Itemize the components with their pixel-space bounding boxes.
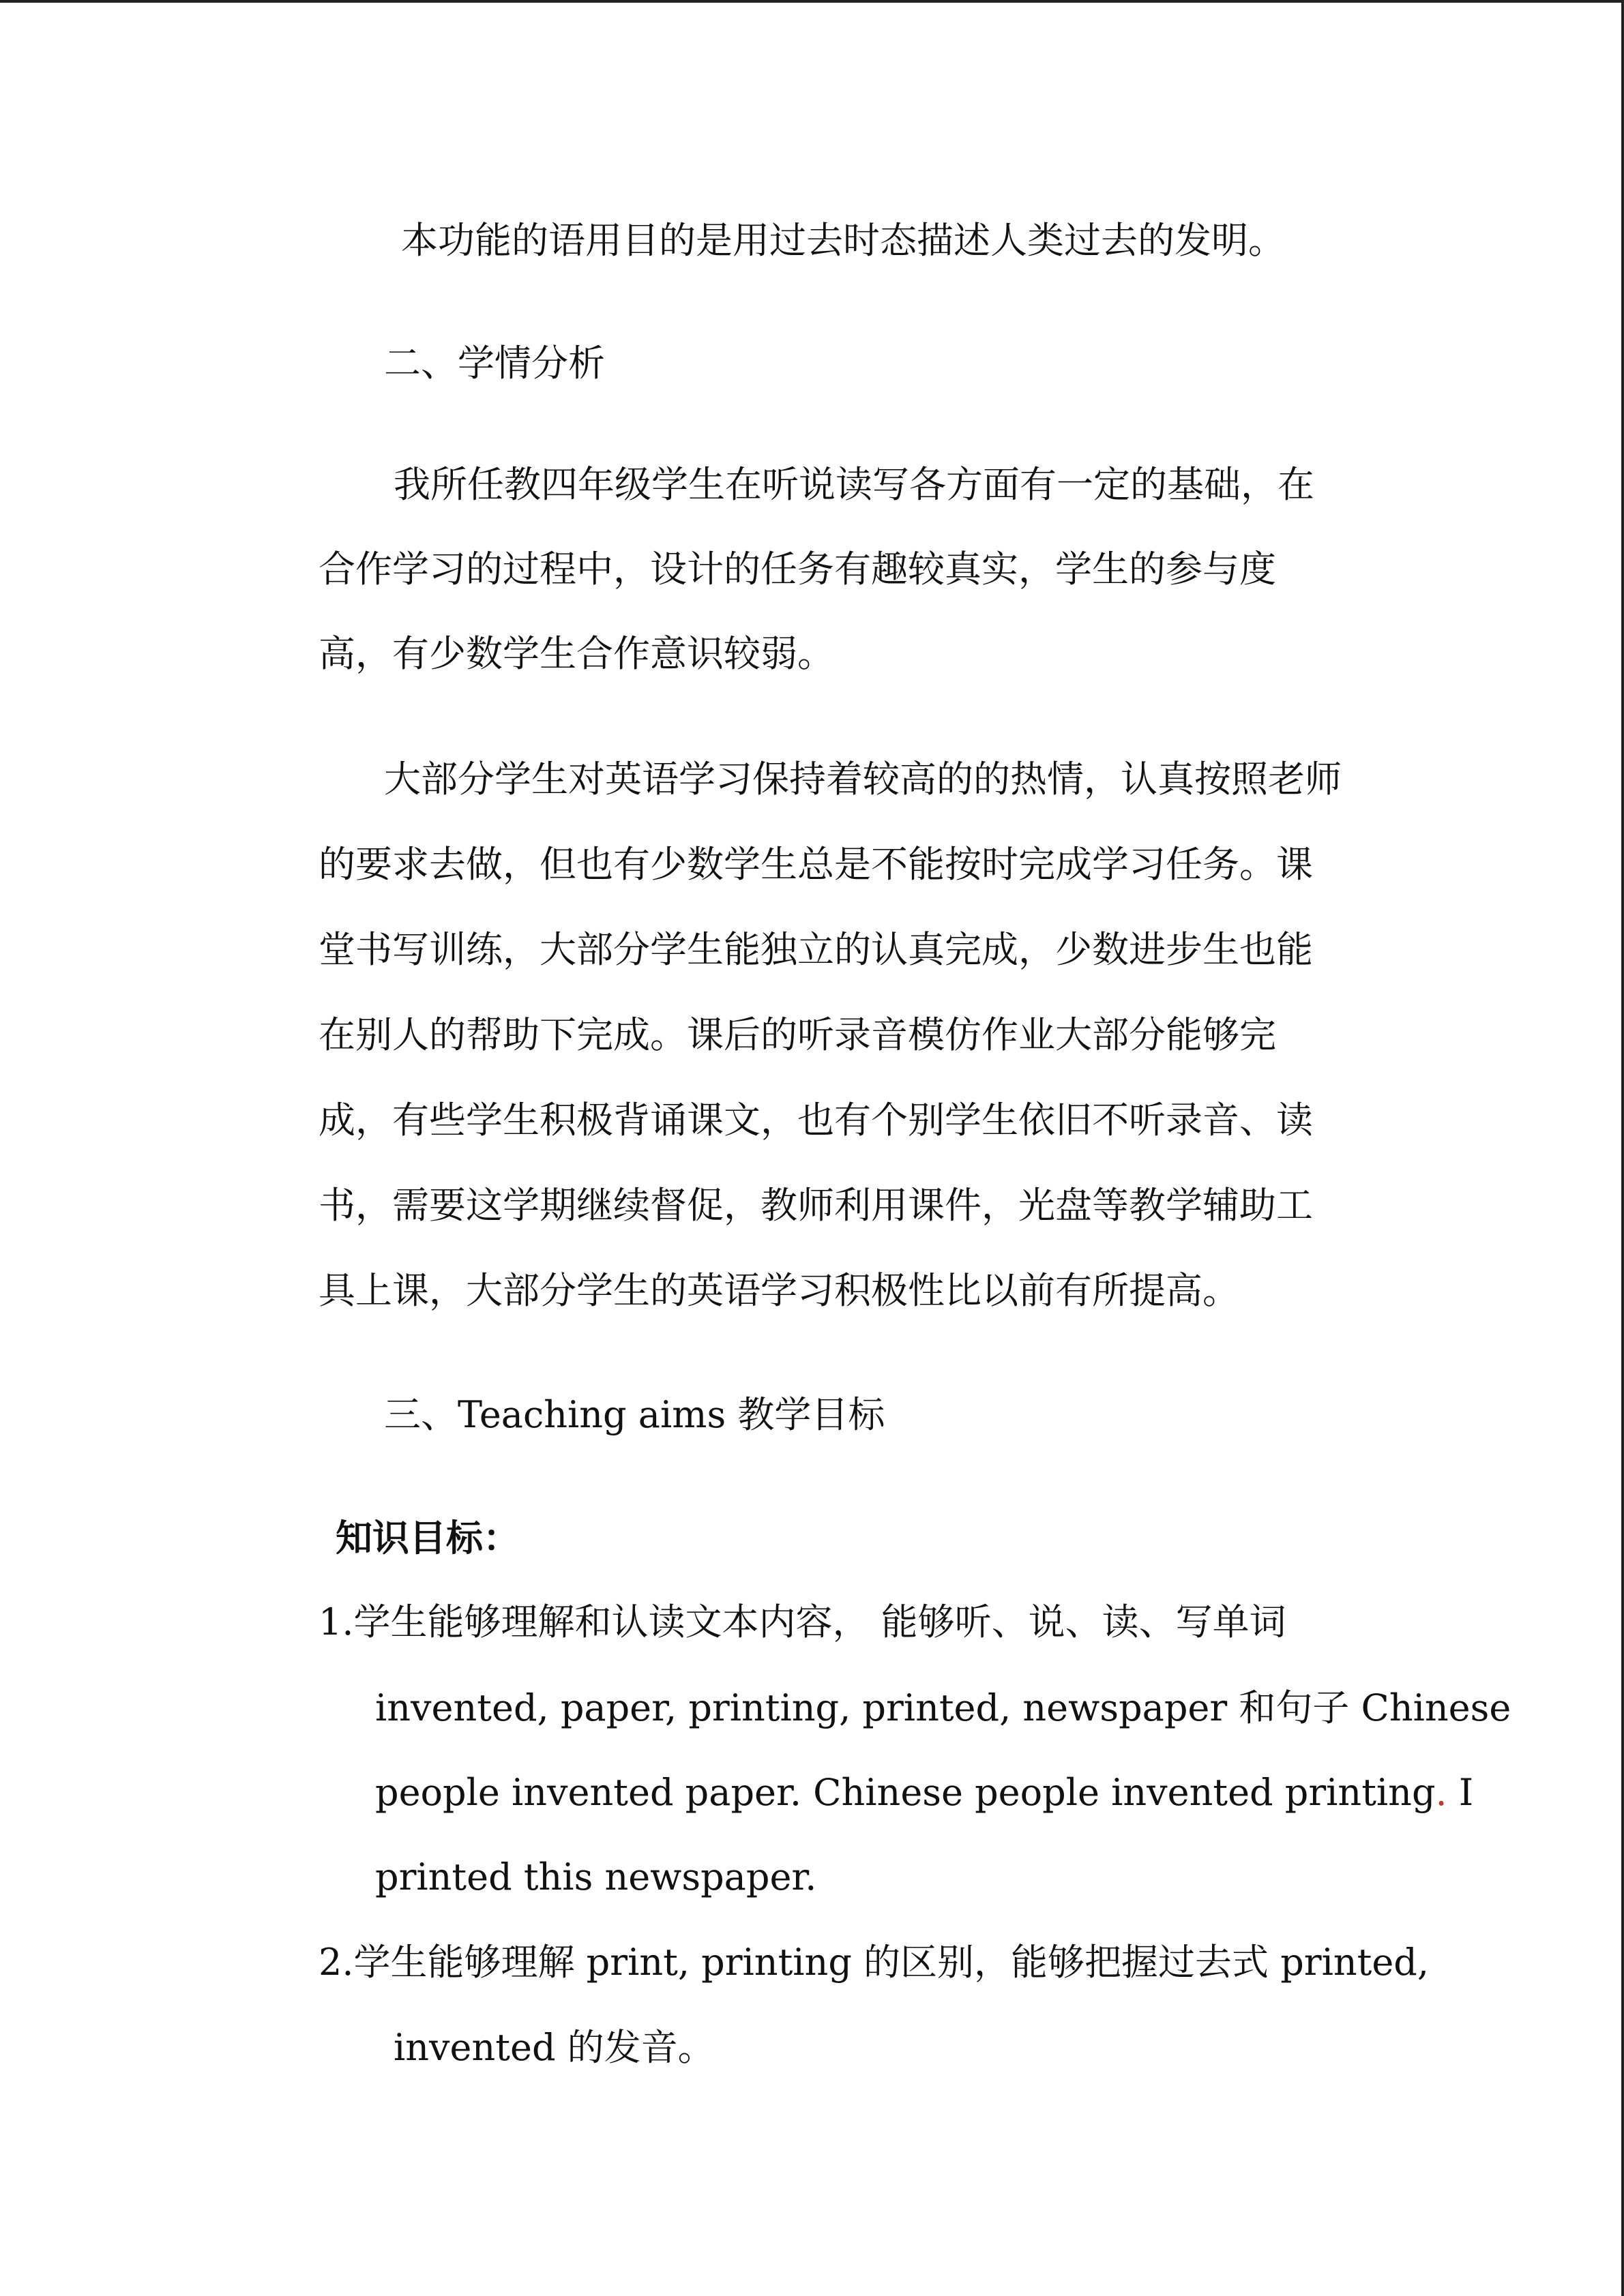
objective-1-line-3-tail: I <box>1447 1771 1474 1814</box>
objective-1-line-2: invented, paper, printing, printed, newspaper 和句子 Chinese <box>375 1686 1511 1729</box>
objective-1-line-1: 1.学生能够理解和认读文本内容， 能够听、说、读、写单词 <box>319 1600 1286 1643</box>
paragraph-b-line-1: 大部分学生对英语学习保持着较高的的热情，认真按照老师 <box>384 758 1342 801</box>
paragraph-b-line-3: 堂书写训练，大部分学生能独立的认真完成，少数进步生也能 <box>319 928 1313 971</box>
objective-1-line-4: printed this newspaper. <box>375 1855 817 1898</box>
paragraph-b-line-2: 的要求去做，但也有少数学生总是不能按时完成学习任务。课 <box>319 843 1313 886</box>
objective-1-line-3 <box>375 1769 1473 1817</box>
objective-2-line-1: 2.学生能够理解 print, printing 的区别，能够把握过去式 printed, <box>319 1941 1430 1984</box>
page-top-border <box>0 0 1624 3</box>
section-heading-teaching-aims: 三、Teaching aims 教学目标 <box>384 1393 885 1436</box>
paragraph-b-line-4: 在别人的帮助下完成。课后的听录音模仿作业大部分能够完 <box>319 1013 1276 1056</box>
objective-1-line-3-text: people invented paper. Chinese people invented printing <box>375 1771 1436 1814</box>
knowledge-objectives-heading: 知识目标： <box>336 1516 520 1560</box>
objective-2-line-2: invented 的发音。 <box>394 2026 715 2069</box>
paragraph-a-line-3: 高，有少数学生合作意识较弱。 <box>319 632 834 675</box>
paragraph-b-line-7: 具上课，大部分学生的英语学习积极性比以前有所提高。 <box>319 1269 1239 1312</box>
paragraph-a-line-1: 我所任教四年级学生在听说读写各方面有一定的基础，在 <box>394 463 1314 506</box>
objective-1-red-period: . <box>1435 1771 1447 1814</box>
paragraph-a-line-2: 合作学习的过程中，设计的任务有趣较真实，学生的参与度 <box>319 548 1276 591</box>
section-heading-student-analysis: 二、学情分析 <box>384 342 605 385</box>
page-right-border <box>1621 0 1624 2296</box>
purpose-paragraph: 本功能的语用目的是用过去时态描述人类过去的发明。 <box>401 219 1285 262</box>
paragraph-b-line-5: 成，有些学生积极背诵课文，也有个别学生依旧不听录音、读 <box>319 1099 1313 1142</box>
paragraph-b-line-6: 书，需要这学期继续督促，教师利用课件，光盘等教学辅助工 <box>319 1184 1313 1227</box>
